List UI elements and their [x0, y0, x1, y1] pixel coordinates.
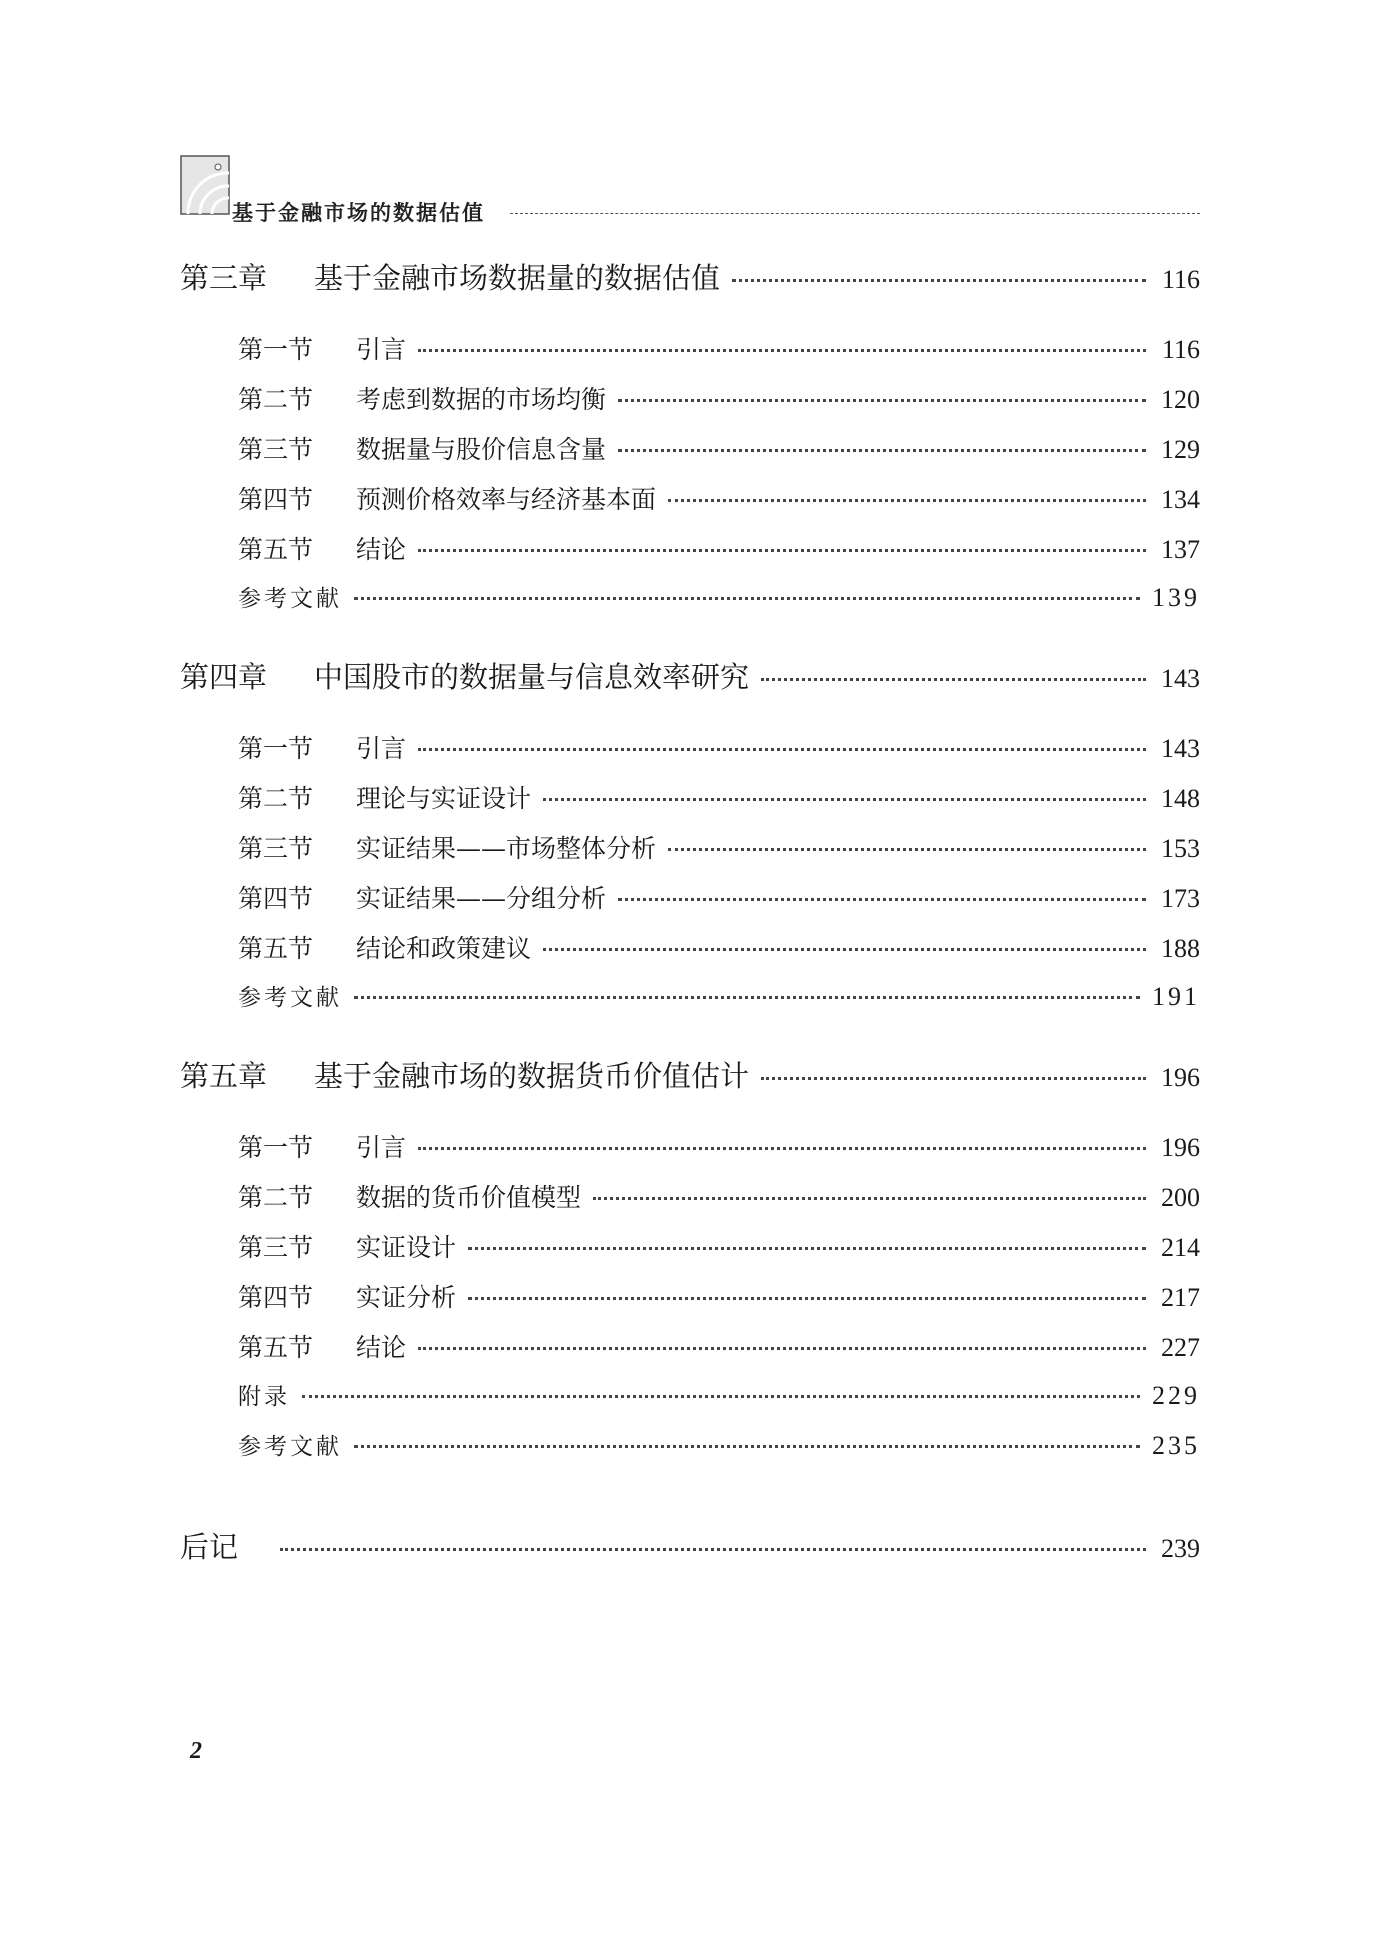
dot-leader — [418, 1347, 1146, 1350]
toc-entry-number: 第一节 — [238, 1133, 314, 1162]
toc-entry-title: 后记 — [180, 1530, 239, 1564]
dot-leader — [418, 349, 1146, 352]
toc-entry-title: 附录 — [238, 1384, 290, 1410]
toc-entry-number: 第二节 — [238, 385, 314, 414]
toc-entry-page: 217 — [1161, 1283, 1200, 1312]
dot-leader — [418, 549, 1146, 552]
toc-entry-page: 148 — [1161, 784, 1200, 813]
toc-entry-title: 实证结果——分组分析 — [356, 884, 607, 913]
toc-entry-page: 143 — [1161, 664, 1200, 693]
toc-entry-section — [180, 530, 1200, 566]
toc-entry-title: 引言 — [356, 1133, 407, 1162]
toc-entry-page: 227 — [1161, 1333, 1200, 1362]
toc-entry-chapter — [180, 256, 1200, 297]
toc-entry-title: 参考文献 — [238, 985, 342, 1011]
toc-entry-title: 实证分析 — [356, 1283, 457, 1312]
toc-entry-section — [180, 729, 1200, 765]
toc-entry-number: 第三节 — [238, 1233, 314, 1262]
toc-entry-minor — [180, 580, 1200, 613]
toc-entry-number: 第三节 — [238, 435, 314, 464]
dot-leader — [668, 848, 1146, 851]
toc-entry-title: 考虑到数据的市场均衡 — [356, 385, 607, 414]
dot-leader — [543, 948, 1146, 951]
toc-entry-title: 基于金融市场数据量的数据估值 — [314, 261, 721, 295]
toc-entry-title: 数据的货币价值模型 — [356, 1183, 582, 1212]
toc-entry-page: 196 — [1161, 1063, 1200, 1092]
toc-entry-afterword — [180, 1525, 1200, 1566]
toc-entry-section — [180, 1178, 1200, 1214]
toc-entry-page: 153 — [1161, 834, 1200, 863]
dot-leader — [761, 1077, 1146, 1080]
toc-entry-page: 173 — [1161, 884, 1200, 913]
toc-entry-number: 第二节 — [238, 784, 314, 813]
dot-leader — [354, 996, 1140, 999]
toc-entry-title: 实证结果——市场整体分析 — [356, 834, 657, 863]
toc-entry-number: 第四节 — [238, 884, 314, 913]
toc-entry-title: 数据量与股价信息含量 — [356, 435, 607, 464]
header-rule — [510, 213, 1200, 214]
toc-entry-title: 引言 — [356, 734, 407, 763]
toc-entry-chapter — [180, 655, 1200, 696]
toc-entry-number: 第一节 — [238, 335, 314, 364]
toc-entry-page: 143 — [1161, 734, 1200, 763]
toc-entry-number: 第三节 — [238, 834, 314, 863]
toc-entry-title: 实证设计 — [356, 1233, 457, 1262]
toc-entry-number: 第四章 — [180, 660, 268, 694]
dot-leader — [543, 798, 1146, 801]
toc-entry-page: 235 — [1152, 1431, 1200, 1460]
toc-entry-section — [180, 330, 1200, 366]
toc-entry-section — [180, 1278, 1200, 1314]
toc-entry-title: 中国股市的数据量与信息效率研究 — [314, 660, 750, 694]
toc-entry-page: 134 — [1161, 485, 1200, 514]
toc-entry-section — [180, 1128, 1200, 1164]
toc-entry-page: 137 — [1161, 535, 1200, 564]
toc-entry-page: 116 — [1161, 265, 1200, 294]
toc-entry-section — [180, 1328, 1200, 1364]
running-title: 基于金融市场的数据估值 — [232, 200, 485, 225]
toc-entry-section — [180, 1228, 1200, 1264]
dot-leader — [668, 499, 1146, 502]
toc-entry-number: 第三章 — [180, 261, 268, 295]
toc-entry-page: 196 — [1161, 1133, 1200, 1162]
toc-entry-page: 129 — [1161, 435, 1200, 464]
dot-leader — [418, 1147, 1146, 1150]
toc-entry-title: 结论 — [356, 535, 407, 564]
toc-entry-page: 139 — [1152, 583, 1200, 612]
toc-entry-number: 第四节 — [238, 485, 314, 514]
toc-entry-title: 基于金融市场的数据货币价值估计 — [314, 1059, 750, 1093]
toc-entry-number: 第二节 — [238, 1183, 314, 1212]
toc-entry-minor — [180, 979, 1200, 1012]
toc-entry-title: 参考文献 — [238, 1434, 342, 1460]
toc-entry-page: 116 — [1161, 335, 1200, 364]
dot-leader — [354, 597, 1140, 600]
toc-entry-page: 191 — [1152, 982, 1200, 1011]
dot-leader — [468, 1297, 1146, 1300]
dot-leader — [761, 678, 1146, 681]
toc-entry-section — [180, 779, 1200, 815]
toc-entry-title: 结论 — [356, 1333, 407, 1362]
dot-leader — [302, 1395, 1140, 1398]
toc-entry-minor — [180, 1428, 1200, 1461]
toc-entry-page: 200 — [1161, 1183, 1200, 1212]
toc-entry-title: 理论与实证设计 — [356, 784, 532, 813]
toc-entry-section — [180, 480, 1200, 516]
dot-leader — [618, 449, 1146, 452]
toc-entry-page: 229 — [1152, 1381, 1200, 1410]
toc-entry-title: 预测价格效率与经济基本面 — [356, 485, 657, 514]
toc-entry-title: 结论和政策建议 — [356, 934, 532, 963]
toc-entry-title: 参考文献 — [238, 586, 342, 612]
toc-entry-number: 第五节 — [238, 934, 314, 963]
toc-entry-title: 引言 — [356, 335, 407, 364]
toc-entry-number: 第五章 — [180, 1059, 268, 1093]
dot-leader — [618, 399, 1146, 402]
toc-entry-number: 第五节 — [238, 535, 314, 564]
dot-leader — [354, 1445, 1140, 1448]
dot-leader — [593, 1197, 1146, 1200]
dot-leader — [468, 1247, 1146, 1250]
running-header — [180, 155, 1200, 225]
dot-leader — [280, 1548, 1146, 1551]
toc-entry-section — [180, 929, 1200, 965]
toc-entry-number: 第一节 — [238, 734, 314, 763]
toc-entry-section — [180, 430, 1200, 466]
toc-entry-page: 188 — [1161, 934, 1200, 963]
toc-entry-page: 214 — [1161, 1233, 1200, 1262]
toc-entry-section — [180, 829, 1200, 865]
dot-leader — [418, 748, 1146, 751]
toc-entry-minor — [180, 1378, 1200, 1411]
page-number: 2 — [190, 1738, 202, 1764]
dot-leader — [618, 898, 1146, 901]
toc-entry-number: 第四节 — [238, 1283, 314, 1312]
toc-entry-page: 239 — [1161, 1534, 1200, 1563]
series-logo-icon — [180, 155, 232, 217]
toc-entry-chapter — [180, 1054, 1200, 1095]
toc-entry-section — [180, 879, 1200, 915]
toc-entry-number: 第五节 — [238, 1333, 314, 1362]
toc-entry-page: 120 — [1161, 385, 1200, 414]
dot-leader — [732, 279, 1146, 282]
toc-entry-section — [180, 380, 1200, 416]
